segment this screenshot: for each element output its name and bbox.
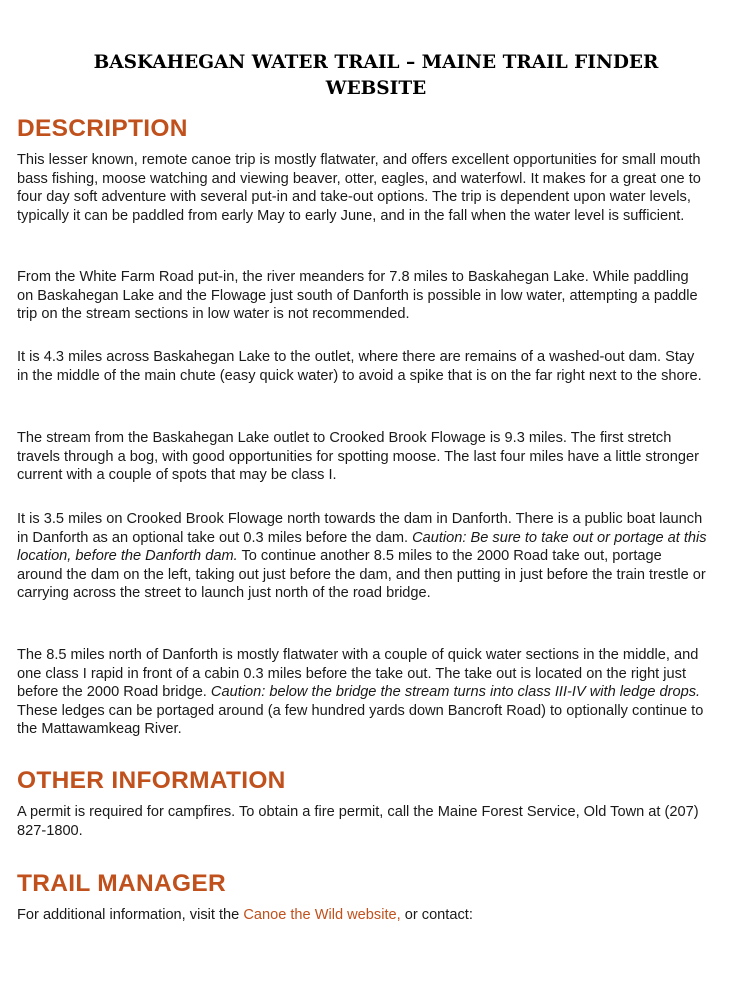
description-paragraph-6 [17,646,707,739]
paragraph-text: These ledges can be portaged around (a few hundred yards down Bancroft Road) to optionally continue to the Mattawamkeag River. [17,702,704,738]
title-line-1: BASKAHEGAN WATER TRAIL – MAINE TRAIL FINDER [93,52,659,73]
caution-text: Caution: below the bridge the stream turns into class III-IV with ledge drops. [210,684,701,701]
paragraph-text: or contact: [400,907,473,923]
description-paragraph-4: The stream from the Baskahegan Lake outlet to Crooked Brook Flowage is 9.3 miles. The first stretch travels through a bog, with good opportunities for spotting moose. The last four miles have a little stronger current with a couple of spots that may be class I. [17,430,699,484]
other-information-paragraph: A permit is required for campfires. To obtain a fire permit, call the Maine Forest Service, Old Town at (207) 827-1800. [17,804,699,839]
trail-manager-heading: TRAIL MANAGER [17,870,226,897]
title-line-2: WEBSITE [325,78,427,99]
description-heading: DESCRIPTION [17,115,188,142]
trail-manager-paragraph [17,906,707,925]
paragraph-text: The 8.5 miles north of Danforth is mostly flatwater with a couple of quick water sections in the middle, and one class I rapid in front of a cabin 0.3 miles before the take out. The take out is located on the right just before the 2000 Road bridge. [17,647,699,701]
paragraph-text: To continue another 8.5 miles to the 2000 Road take out, portage around the dam on the left, taking out just before the dam, and then putting in just before the train trestle or carrying across the street to launch just north of the road bridge. [17,548,706,602]
document-title [40,50,712,102]
caution-text: Caution: Be sure to take out or portage at this location, before the Danforth dam. [17,529,707,565]
description-paragraph-5 [17,510,707,603]
description-paragraph-2: From the White Farm Road put-in, the river meanders for 7.8 miles to Baskahegan Lake. While paddling on Baskahegan Lake and the Flowage just south of Danforth is possible in low water, attempting a paddle trip on the stream sections in low water is not recommended. [17,269,698,323]
paragraph-text: For additional information, visit the [17,907,244,923]
canoe-the-wild-link[interactable]: Canoe the Wild website, [243,907,401,923]
other-information-heading: OTHER INFORMATION [17,767,286,794]
description-paragraph-1: This lesser known, remote canoe trip is mostly flatwater, and offers excellent opportunities for small mouth bass fishing, moose watching and viewing beaver, otter, eagles, and waterfowl. It makes for a great one to four day soft adventure with several put-in and take-out options. The trip is dependent upon water levels, typically it can be paddled from early May to early June, and in the fall when the water level is sufficient. [17,152,701,224]
description-paragraph-3: It is 4.3 miles across Baskahegan Lake to the outlet, where there are remains of a washed-out dam. Stay in the middle of the main chute (easy quick water) to avoid a spike that is on the far right next to the shore. [17,349,702,384]
paragraph-text: It is 3.5 miles on Crooked Brook Flowage north towards the dam in Danforth. There is a public boat launch in Danforth as an optional take out 0.3 miles before the dam. [17,511,703,546]
